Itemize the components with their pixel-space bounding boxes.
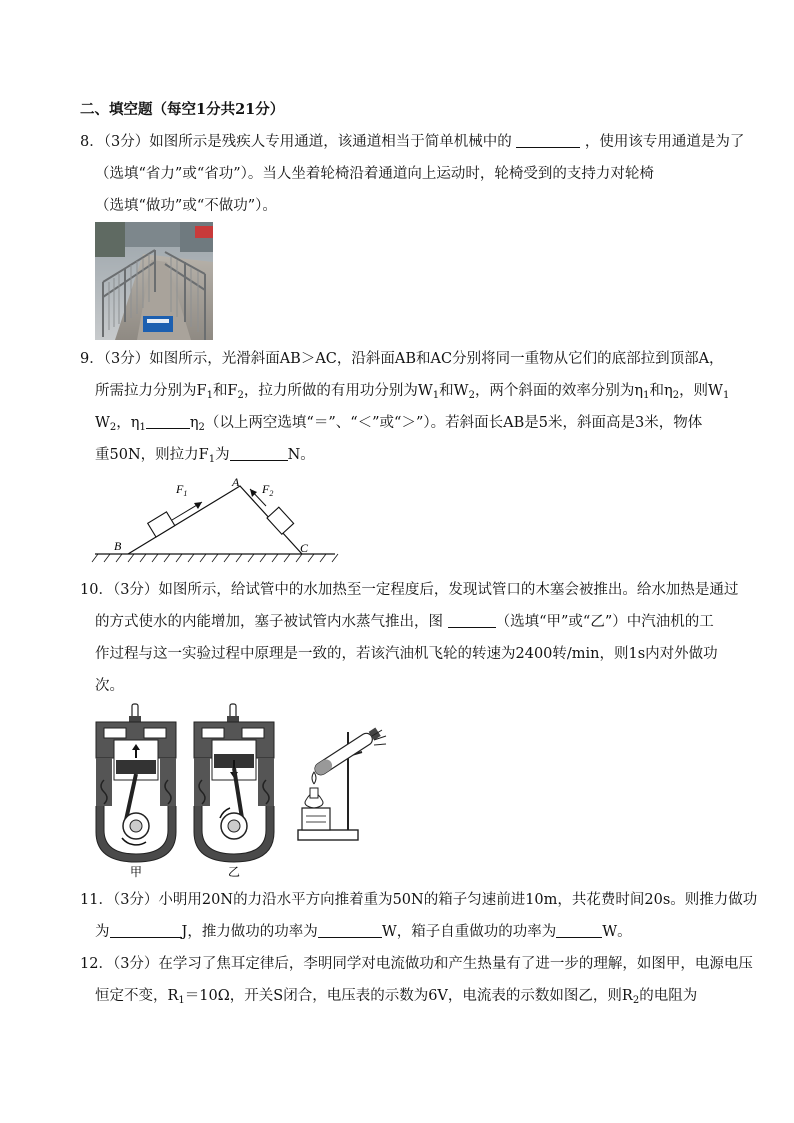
label-a: A [232,476,240,489]
q8-line-1 [80,132,744,152]
q11-text: 为 [95,924,110,940]
label-jia: 甲 [130,865,143,878]
test-tube-apparatus [292,726,392,844]
label-yi: 乙 [228,865,241,878]
subscript: 1 [643,390,650,401]
label-c: C [300,541,309,555]
q10-blank-1[interactable] [448,613,496,628]
q11-blank-3[interactable] [556,923,602,938]
q8-text: 8．（3分）如图所示是残疾人专用通道，该通道相当于简单机械中的 [80,134,517,150]
q9-text: 和η [649,383,673,399]
q9-text: ，拉力所做的有用功分别为W [243,383,433,399]
q9-line-4 [95,445,315,465]
q10-text: 的方式使水的内能增加，塞子被试管内水蒸气推出，图 [95,614,448,630]
q8-text: ，使用该专用通道是为了 [580,134,745,150]
q11-line-2 [95,922,632,942]
q12-line-1: 12．（3分）在学习了焦耳定律后，李明同学对电流做功和产生热量有了进一步的理解，如图甲，电源电压 [80,956,753,972]
engine-diagram-jia [92,702,182,878]
q12-line-2 [95,986,697,1006]
q9-text: 和F [212,383,238,399]
q11-line-1: 11．（3分）小明用20N的力沿水平方向推着重为50N的箱子匀速前进10m，共花费时间20s。则推力做功 [80,892,758,908]
q8-line-2: （选填“省力”或“省功”）。当人坐着轮椅沿着通道向上运动时，轮椅受到的支持力对轮椅 [95,166,654,182]
q11-text: W。 [602,924,632,940]
subscript: 1 [139,422,146,433]
q9-blank-3[interactable] [230,446,288,461]
q10-line-4: 次。 [95,678,124,694]
q9-blank-2[interactable] [146,414,190,429]
q12-text: ＝10Ω，开关S闭合，电压表的示数为6V，电流表的示数如图乙，则R [184,988,633,1004]
section-title: 二、填空题（每空1分共21分） [80,101,285,118]
subscript: 2 [109,422,117,433]
q9-text: η [189,415,199,431]
subscript: 2 [198,422,205,433]
label-b: B [114,539,122,553]
q9-line-3 [95,413,702,433]
q10-line-3: 作过程与这一实验过程中原理是一致的，若该汽油机飞轮的转速为2400转/min，则1s内对外做功 [95,646,718,662]
label-f2: $F_2$ [262,482,274,498]
q11-text: W，箱子自重做功的功率为 [381,924,557,940]
subscript: 1 [432,390,440,401]
ramp-photo [95,222,213,340]
q10-text: （选填“甲”或“乙”）中汽油机的工 [495,614,714,630]
engine-diagram-yi [190,702,280,878]
q11-blank-2[interactable] [318,923,382,938]
q9-text: （以上两空选填“＝”、“＜”或“＞”）。若斜面长AB是5米，斜面高是3米，物体 [204,415,703,431]
q10-line-1: 10．（3分）如图所示，给试管中的水加热至一定程度后，发现试管口的木塞会被推出。给水加热是通过 [80,582,739,598]
q9-text: ，则W [679,383,723,399]
q11-text: J，推力做功的功率为 [181,924,318,940]
q9-text: ，η [116,415,140,431]
q9-line-1: 9．（3分）如图所示，光滑斜面AB＞AC，沿斜面AB和AC分别将同一重物从它们的底部拉到顶部A， [80,351,724,367]
subscript: 1 [208,454,216,465]
subscript: 1 [722,390,730,401]
q10-line-2 [95,612,714,632]
q9-line-2 [95,381,729,401]
q9-text: 所需拉力分别为F [95,383,207,399]
subscript: 2 [672,390,680,401]
label-f1: $F_1$ [176,482,188,498]
q12-text: 的电阻为 [639,988,698,1004]
q9-text: 为 [215,447,230,463]
q9-text: N。 [287,447,315,463]
q9-text: 和W [439,383,469,399]
q9-text: W [95,415,110,431]
q8-blank-1[interactable] [516,133,580,148]
q9-text: ，两个斜面的效率分别为η [474,383,644,399]
q12-text: 恒定不变，R [95,988,179,1004]
q8-line-3: （选填“做功”或“不做功”）。 [95,198,277,214]
subscript: 1 [178,995,185,1006]
subscript: 1 [206,390,213,401]
q11-blank-1[interactable] [110,923,182,938]
incline-diagram [90,476,340,564]
subscript: 2 [632,995,640,1006]
subscript: 2 [468,390,475,401]
q9-text: 重50N，则拉力F [95,447,209,463]
subscript: 2 [237,390,244,401]
